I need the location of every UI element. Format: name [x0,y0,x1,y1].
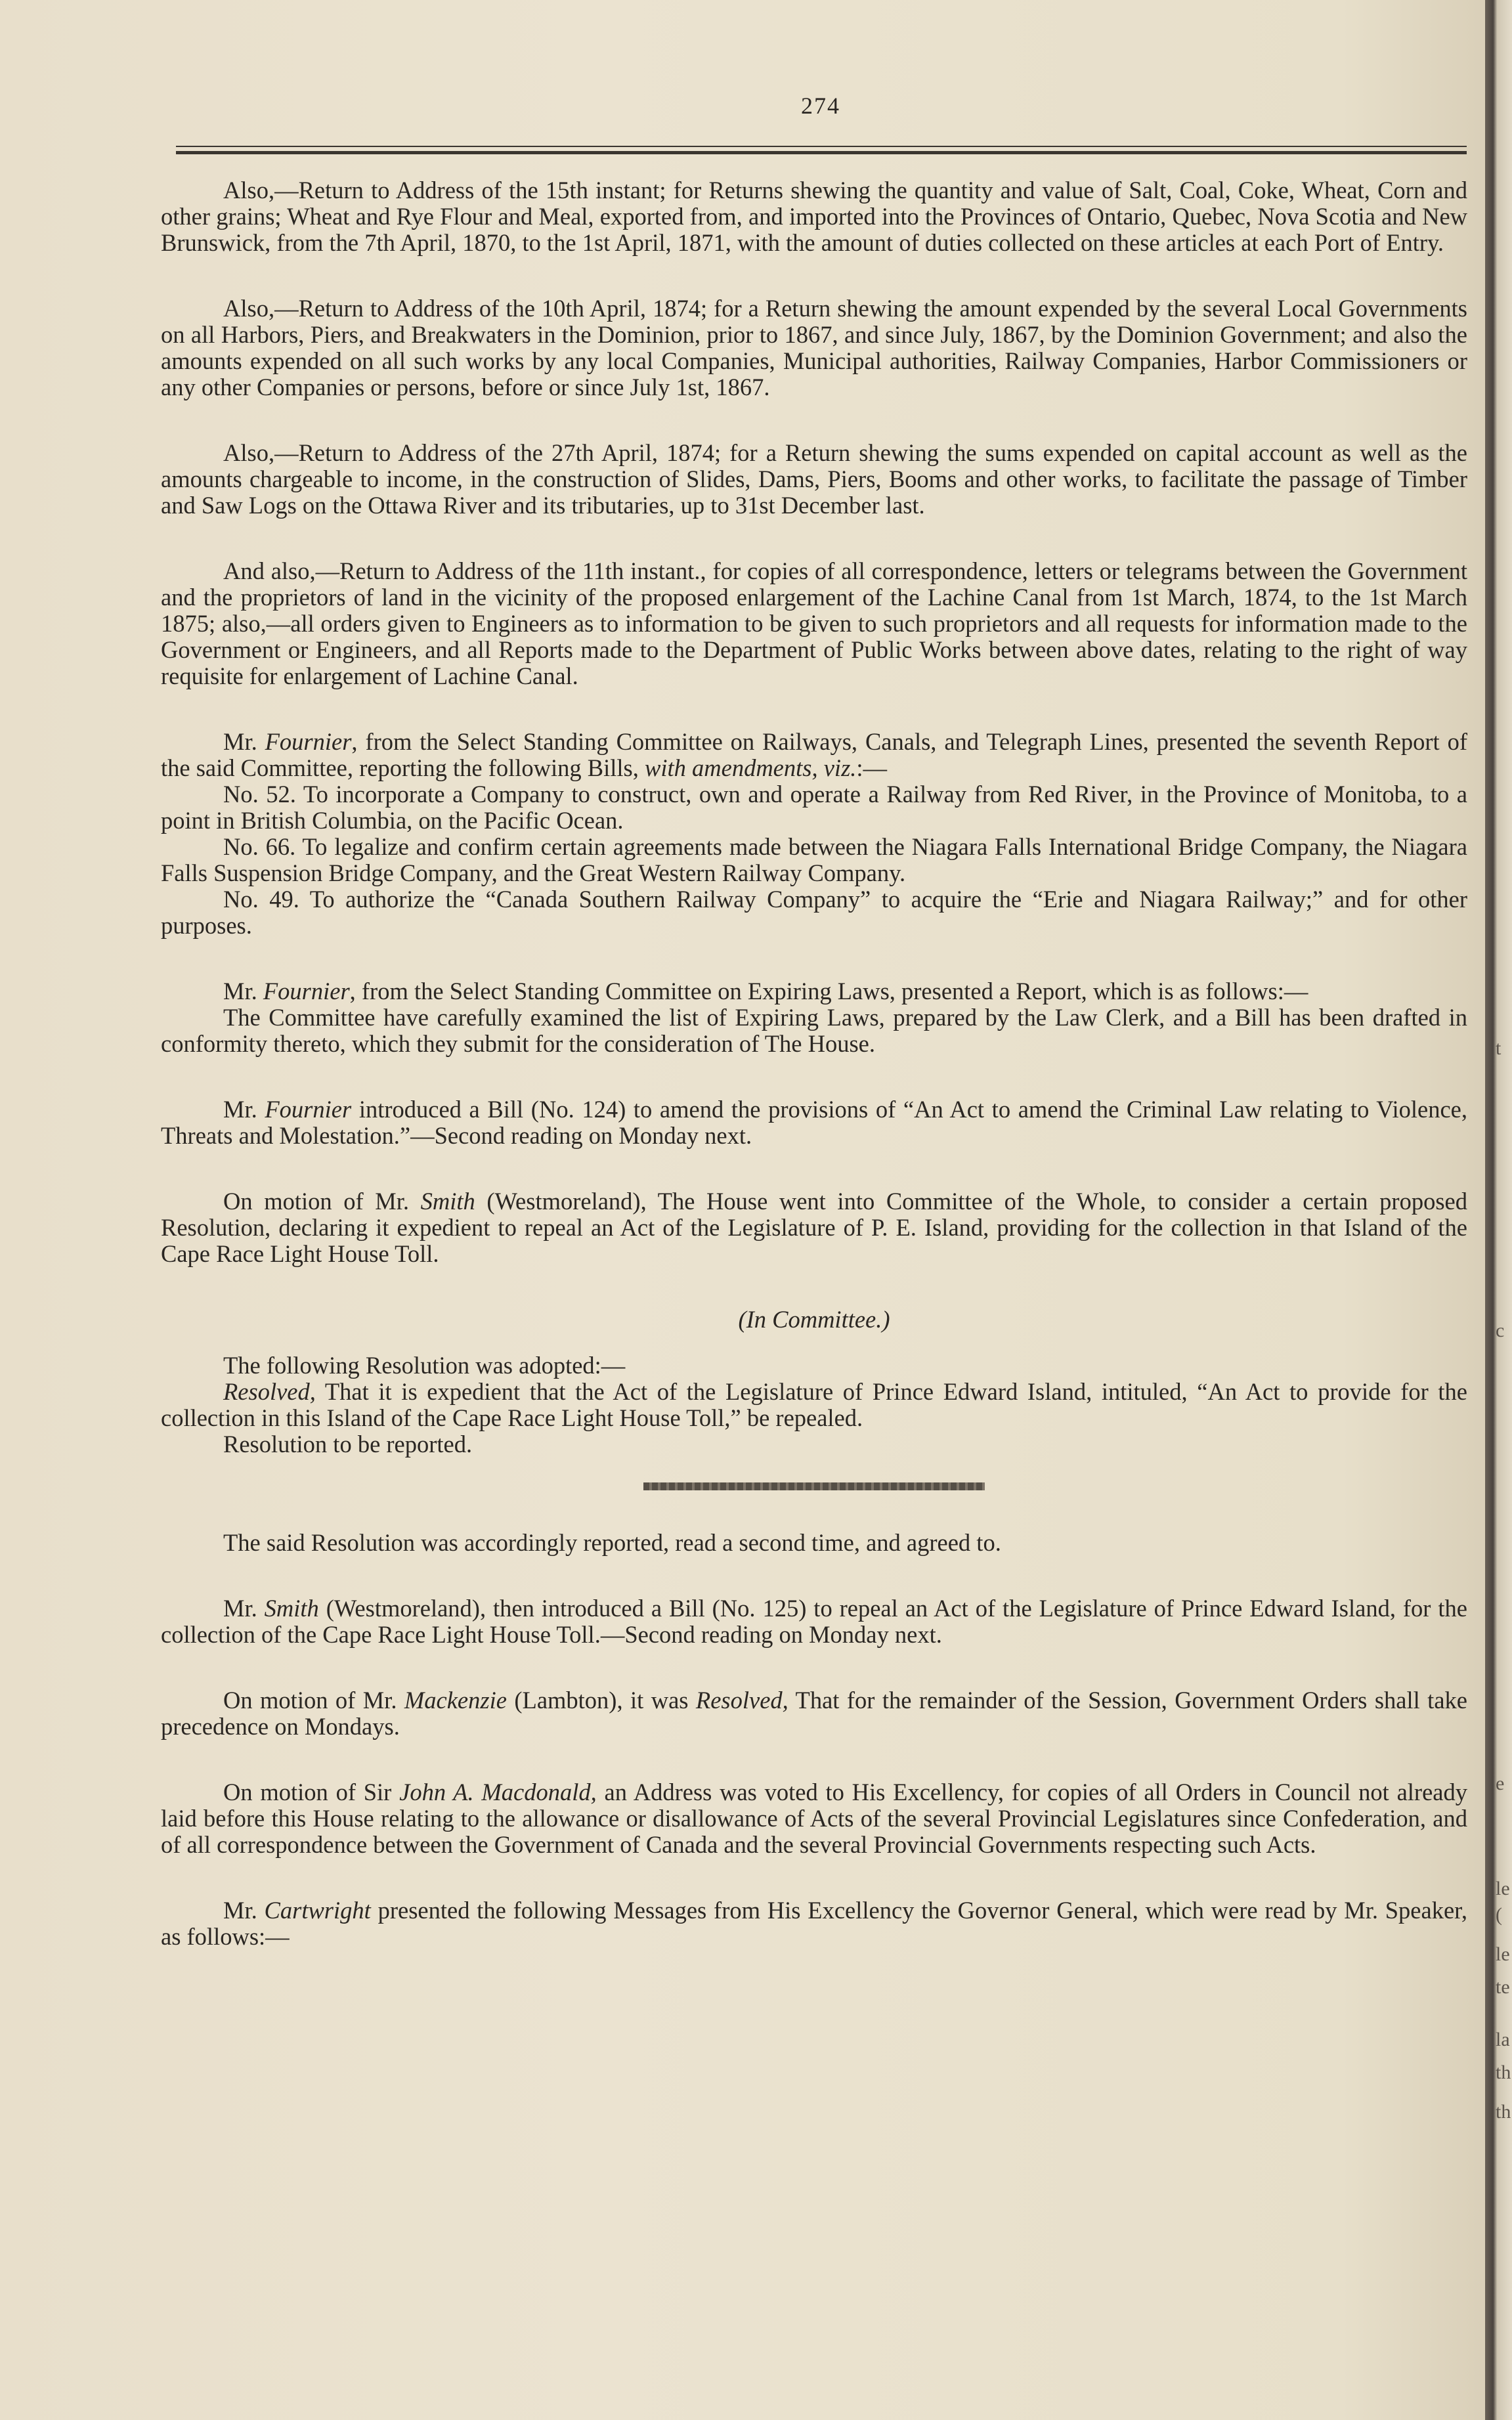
in-committee-heading: (In Committee.) [738,1306,890,1333]
facing-page-margin: t c e le ( le te la th th [1496,1037,1511,2123]
address-orders-in-council: On motion of Sir John A. Macdonald, an Address was voted to His Excellency, for copies of all Orders in Council not already laid before this House relating to the allowance or disallowance of Acts of the several Provincial Legislatures since Confederation, and of all correspondence between the Government of Canada and the several Provincial Governments respecting such Acts. [161,1779,1467,1858]
resolution-reported: The said Resolution was accordingly reported, read a second time, and agreed to. [223,1529,1001,1556]
page-number: 274 [801,93,840,119]
header-rule-thick [176,151,1467,154]
member-name: Fournier [265,728,352,755]
member-name: Fournier [263,978,350,1005]
bill-66: No. 66. To legalize and confirm certain agreements made between the Niagara Falls International Bridge Company, the Niagara Falls Suspension Bridge Company, and the Great Western Railway Company. [161,833,1467,886]
return-salt-coal: Also,—Return to Address of the 15th instant; for Returns shewing the quantity and value of Salt, Coal, Coke, Wheat, Corn and other grains; Wheat and Rye Flour and Meal, exported from, and imported into the Provinces of Ontario, Quebec, Nova Scotia and New Brunswick, from the 7th April, 1870, to the 1st April, 1871, with the amount of duties collected on these articles at each Port of Entry. [161,177,1467,256]
government-orders-mondays: On motion of Mr. Mackenzie (Lambton), it was Resolved, That for the remainder of the Session, Government Orders shall take precedence on Mondays. [161,1687,1467,1740]
resolution-text: Resolved, That it is expedient that the Act of the Legislature of Prince Edward Island, intituled, “An Act to provide for the collection in this Island of the Cape Race Light House Toll,” be repealed. [161,1378,1467,1431]
member-name: John A. Macdonald, [399,1779,597,1805]
header-rule-thin [176,146,1467,147]
expiring-laws-report: The Committee have carefully examined the list of Expiring Laws, prepared by the Law Clerk, and a Bill has been drafted in conformity thereto, which they submit for the consideration of The House. [161,1004,1467,1057]
bill-124: Mr. Fournier introduced a Bill (No. 124) to amend the provisions of “An Act to amend the Criminal Law relating to Violence, Threats and Molestation.”—Second reading on Monday next. [161,1096,1467,1149]
member-name: Smith [420,1188,475,1215]
expiring-laws-intro: Mr. Fournier, from the Select Standing Committee on Expiring Laws, presented a Report, which is as follows:— [223,978,1308,1005]
member-name: Fournier [265,1096,352,1123]
resolution-adopted: The following Resolution was adopted:— [223,1352,626,1379]
section-divider [643,1482,985,1490]
member-name: Smith [264,1595,319,1622]
journal-body [161,177,1467,1950]
member-name: Cartwright [264,1897,371,1924]
railway-report-intro: Mr. Fournier, from the Select Standing Committee on Railways, Canals, and Telegraph Lines, presented the seventh Report of the said Committee, reporting the following Bills, with amendments, viz.:— [161,728,1467,781]
bill-49: No. 49. To authorize the “Canada Southern Railway Company” to acquire the “Erie and Niagara Railway;” and for other purposes. [161,886,1467,939]
messages-governor-general: Mr. Cartwright presented the following Messages from His Excellency the Governor General, which were read by Mr. Speaker, as follows:— [161,1897,1467,1950]
bill-52: No. 52. To incorporate a Company to construct, own and operate a Railway from Red River, in the Province of Monitoba, to a point in British Columbia, on the Pacific Ocean. [161,781,1467,834]
return-harbors-piers: Also,—Return to Address of the 10th April, 1874; for a Return shewing the amount expended by the several Local Governments on all Harbors, Piers, and Breakwaters in the Dominion, prior to 1867, and since July, 1867, by the Dominion Government; and also the amounts expended on all such works by any local Companies, Municipal authorities, Railway Companies, Harbor Commissioners or any other Companies or persons, before or since July 1st, 1867. [161,295,1467,400]
committee-motion: On motion of Mr. Smith (Westmoreland), The House went into Committee of the Whole, to consider a certain proposed Resolution, declaring it expedient to repeal an Act of the Legislature of P. E. Island, providing for the collection in that Island of the Cape Race Light House Toll. [161,1188,1467,1267]
return-lachine-canal: And also,—Return to Address of the 11th instant., for copies of all correspondence, letters or telegrams between the Government and the proprietors of land in the vicinity of the proposed enlargement of the Lachine Canal from 1st March, 1874, to the 1st March 1875; also,—all orders given to Engineers as to information to be given to such proprietors and all requests for information made to the Government or Engineers, and all Reports made to the Department of Public Works between above dates, relating to the right of way requisite for enlargement of Lachine Canal. [161,557,1467,689]
bill-125: Mr. Smith (Westmoreland), then introduced a Bill (No. 125) to repeal an Act of the Legislature of Prince Edward Island, for the collection of the Cape Race Light House Toll.—Second reading on Monday next. [161,1595,1467,1648]
member-name: Mackenzie [404,1687,507,1714]
resolution-to-be-reported: Resolution to be reported. [223,1431,473,1458]
return-ottawa-river: Also,—Return to Address of the 27th April, 1874; for a Return shewing the sums expended on capital account as well as the amounts chargeable to income, in the construction of Slides, Dams, Piers, Booms and other works, to facilitate the passage of Timber and Saw Logs on the Ottawa River and its tributaries, up to 31st December last. [161,439,1467,519]
